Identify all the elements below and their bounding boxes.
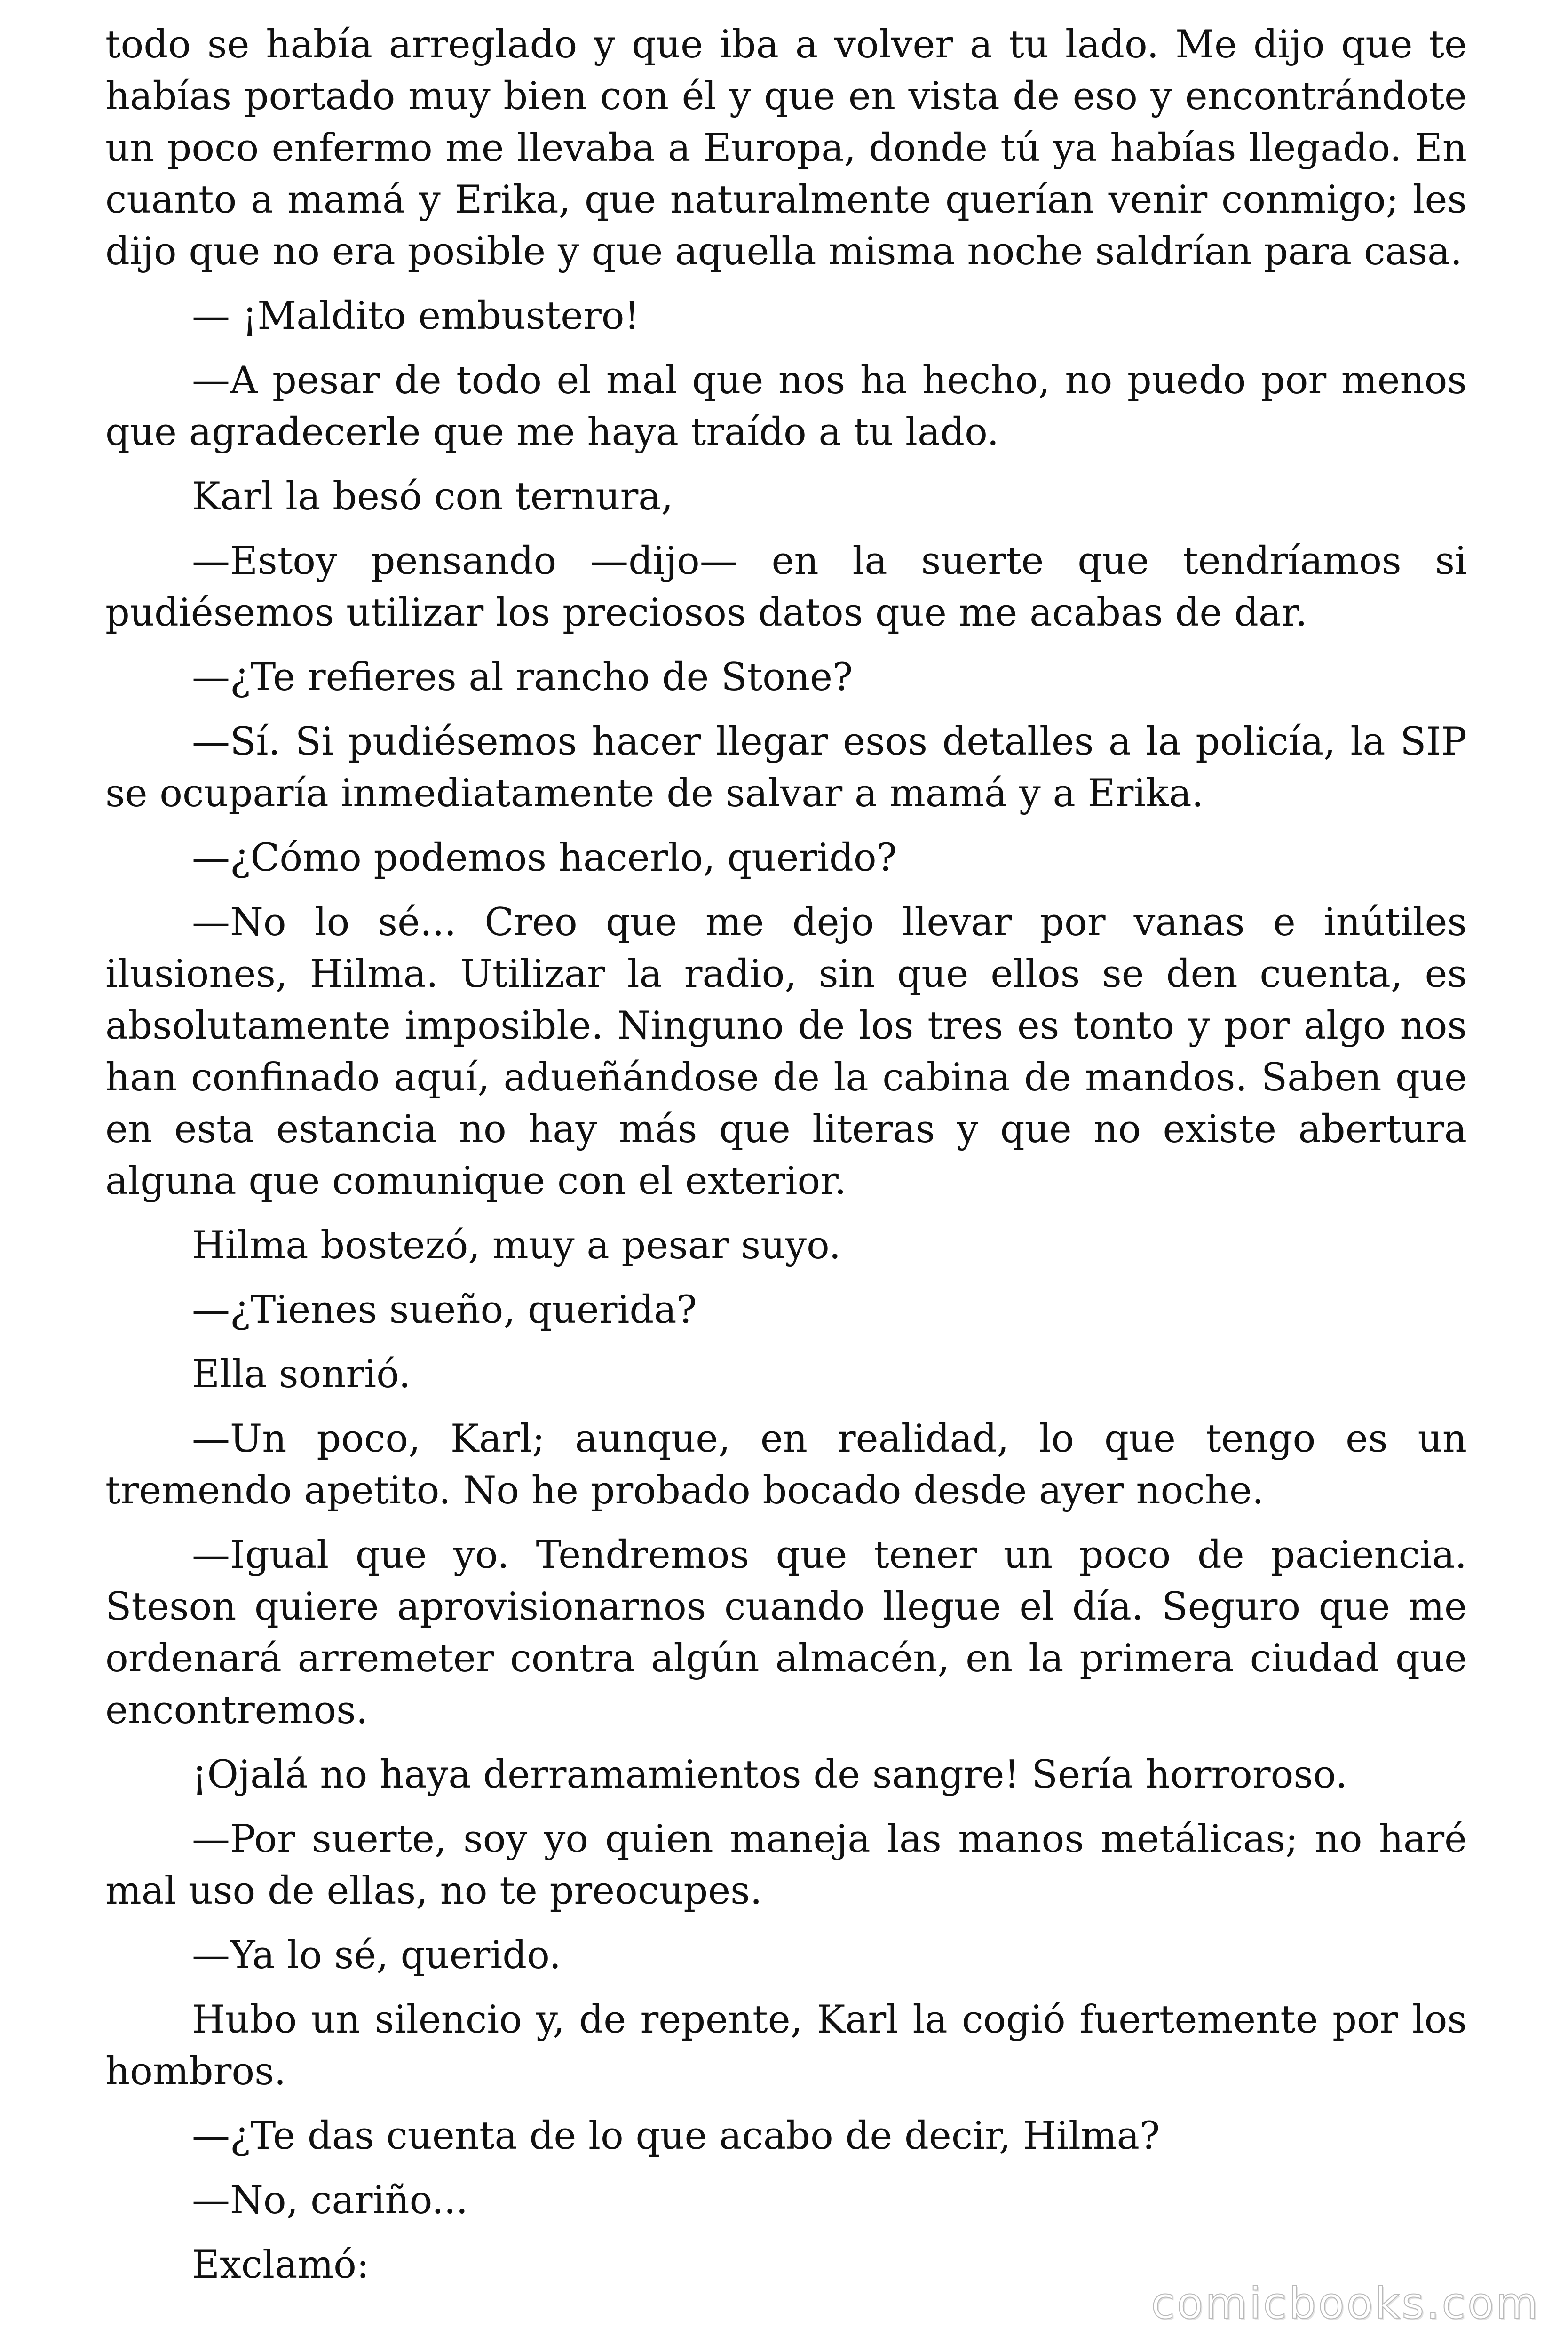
paragraph-dialogue: —No, cariño... — [192, 2178, 468, 2223]
paragraph-dialogue: —Igual que yo. Tendremos que tener un poco de paciencia. Steson quiere aprovisionarnos cuando llegue el día. Seguro que me ordenará arremeter contra algún almacén, en la primera ciudad que encontremos. — [105, 1533, 1467, 1732]
paragraph-dialogue: —¿Te refieres al rancho de Stone? — [192, 655, 853, 699]
paragraph-dialogue: —Ya lo sé, querido. — [192, 1933, 562, 1978]
paragraph-dialogue: — ¡Maldito embustero! — [192, 294, 640, 338]
paragraph-dialogue: —Por suerte, soy yo quien maneja las manos metálicas; no haré mal uso de ellas, no te preocupes. — [105, 1817, 1467, 1913]
paragraph-narration: Exclamó: — [192, 2243, 370, 2287]
paragraph-narration: Ella sonrió. — [192, 1352, 411, 1397]
text-column — [105, 19, 1467, 2304]
paragraph-dialogue: —¿Cómo podemos hacerlo, querido? — [192, 836, 897, 880]
watermark: comicbooks.com — [1151, 2278, 1540, 2328]
paragraph-dialogue: —¿Te das cuenta de lo que acabo de decir, Hilma? — [192, 2114, 1160, 2158]
paragraph-dialogue: —Sí. Si pudiésemos hacer llegar esos detalles a la policía, la SIP se ocuparía inmediatamente de salvar a mamá y a Erika. — [105, 720, 1467, 816]
paragraph-narration: Hubo un silencio y, de repente, Karl la cogió fuertemente por los hombros. — [105, 1998, 1467, 2094]
paragraph-dialogue: —Un poco, Karl; aunque, en realidad, lo que tengo es un tremendo apetito. No he probado bocado desde ayer noche. — [105, 1417, 1467, 1513]
paragraph-dialogue: —A pesar de todo el mal que nos ha hecho, no puedo por menos que agradecerle que me haya traído a tu lado. — [105, 358, 1467, 454]
paragraph-narration: Hilma bostezó, muy a pesar suyo. — [192, 1224, 841, 1268]
paragraph-continued: todo se había arreglado y que iba a volver a tu lado. Me dijo que te habías portado muy bien con él y que en vista de eso y encontrándote un poco enfermo me llevaba a Europa, donde tú ya habías llegado. En cuanto a mamá y Erika, que naturalmente querían venir conmigo; les dijo que no era posible y que aquella misma noche saldrían para casa. — [105, 23, 1467, 274]
paragraph-dialogue: —No lo sé... Creo que me dejo llevar por vanas e inútiles ilusiones, Hilma. Utilizar la radio, sin que ellos se den cuenta, es absolutamente imposible. Ninguno de los tres es tonto y por algo nos han confinado aquí, adueñándose de la cabina de mandos. Saben que en esta estancia no hay más que literas y que no existe abertura alguna que comunique con el exterior. — [105, 900, 1467, 1203]
paragraph-narration: Karl la besó con ternura, — [192, 475, 673, 519]
paragraph-dialogue: —¿Tienes sueño, querida? — [192, 1288, 697, 1332]
paragraph-dialogue: ¡Ojalá no haya derramamientos de sangre! Sería horroroso. — [192, 1753, 1348, 1797]
paragraph-dialogue: —Estoy pensando —dijo— en la suerte que tendríamos si pudiésemos utilizar los preciosos datos que me acabas de dar. — [105, 539, 1467, 635]
